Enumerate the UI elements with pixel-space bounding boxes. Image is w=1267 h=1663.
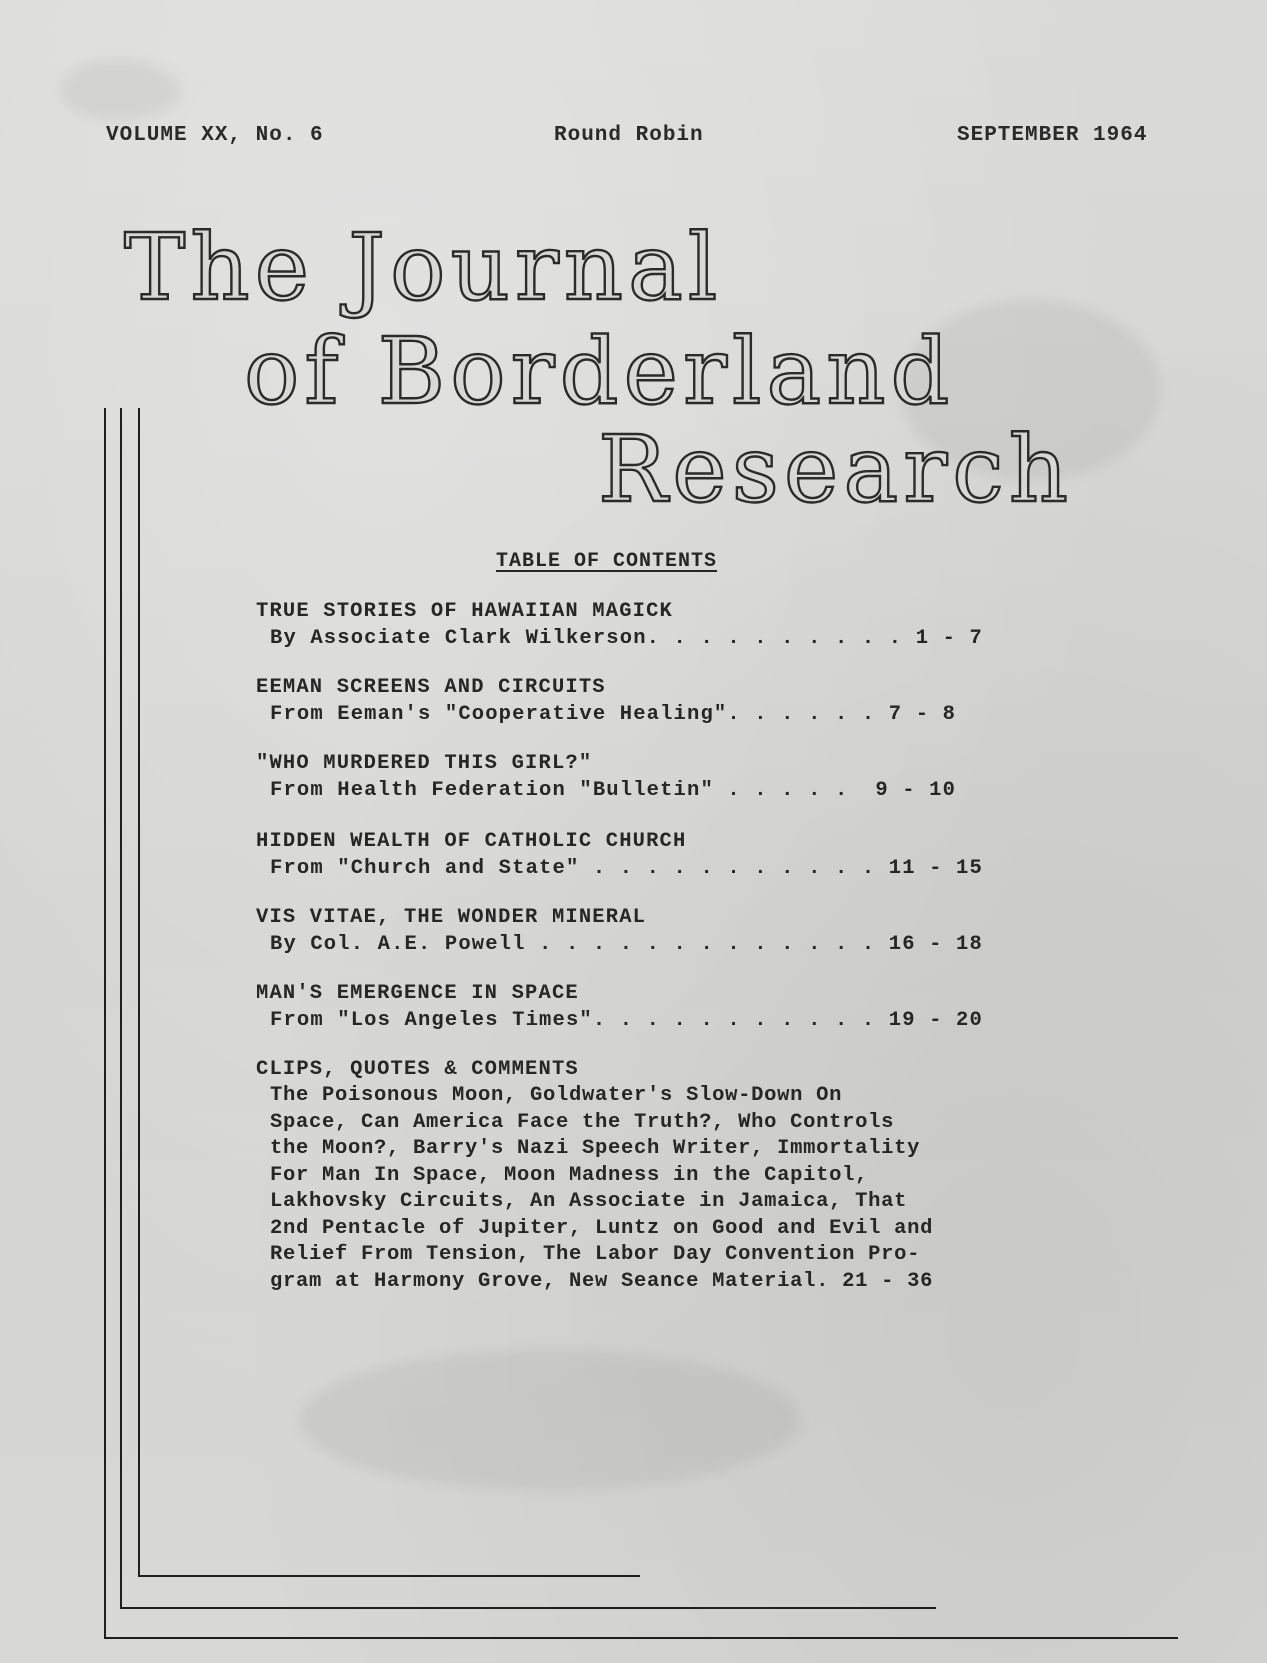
toc-entry-title: TRUE STORIES OF HAWAIIAN MAGICK (256, 600, 674, 623)
toc-entry-title: HIDDEN WEALTH OF CATHOLIC CHURCH (256, 830, 687, 853)
toc-entry-source: By Associate Clark Wilkerson. . . . . . . . . . 1 - 7 (270, 627, 983, 650)
clips-description-line: The Poisonous Moon, Goldwater's Slow-Down On (270, 1084, 843, 1107)
toc-entry-source: From "Church and State" . . . . . . . . . . . 11 - 15 (270, 857, 983, 880)
clips-description-line: the Moon?, Barry's Nazi Speech Writer, Immortality (270, 1137, 921, 1160)
toc-entry-title: VIS VITAE, THE WONDER MINERAL (256, 906, 647, 929)
toc-entry-title: "WHO MURDERED THIS GIRL?" (256, 752, 593, 775)
masthead-line-3: Research (598, 416, 1073, 523)
clips-description-line: Space, Can America Face the Truth?, Who Controls (270, 1110, 895, 1134)
section-label: Round Robin (554, 124, 704, 147)
frame-horizontal-outer (104, 1637, 1178, 1639)
issue-date: SEPTEMBER 1964 (957, 124, 1148, 147)
toc-entry (256, 828, 1056, 882)
toc-entry-title: MAN'S EMERGENCE IN SPACE (256, 982, 579, 1005)
toc-entry (256, 904, 1056, 958)
toc-entry-clips (256, 1056, 1056, 1295)
frame-vertical-middle (120, 408, 122, 1608)
frame-horizontal-middle (120, 1607, 936, 1609)
toc-heading: TABLE OF CONTENTS (496, 550, 718, 573)
toc-entry-source: By Col. A.E. Powell . . . . . . . . . . . . . 16 - 18 (270, 933, 983, 956)
clips-description-line: Lakhovsky Circuits, An Associate in Jamaica, That (270, 1190, 908, 1213)
frame-horizontal-inner (138, 1575, 640, 1577)
clips-description-line: For Man In Space, Moon Madness in the Capitol, (270, 1163, 869, 1187)
paper-smudge (60, 60, 180, 120)
paper-smudge (300, 1350, 800, 1490)
toc-entry (256, 980, 1056, 1034)
masthead-line-1: The Journal (124, 214, 723, 321)
clips-description-line: gram at Harmony Grove, New Seance Material. 21 - 36 (270, 1269, 934, 1293)
clips-description-line: Relief From Tension, The Labor Day Convention Pro- (270, 1243, 921, 1266)
toc-entry (256, 598, 1056, 652)
toc-entry-source: From Health Federation "Bulletin" . . . . . 9 - 10 (270, 779, 957, 802)
frame-vertical-outer (104, 408, 106, 1638)
masthead-line-2: of Borderland (244, 318, 955, 425)
toc-entry-source: From Eeman's "Cooperative Healing". . . . . . 7 - 8 (270, 703, 957, 726)
toc-entry-title: EEMAN SCREENS AND CIRCUITS (256, 676, 606, 699)
toc-entry (256, 750, 1056, 804)
toc-entry-title: CLIPS, QUOTES & COMMENTS (256, 1058, 579, 1081)
toc-entry-source: From "Los Angeles Times". . . . . . . . . . . 19 - 20 (270, 1009, 983, 1032)
clips-description-line: 2nd Pentacle of Jupiter, Luntz on Good and Evil and (270, 1216, 934, 1240)
toc-entry (256, 674, 1056, 728)
volume-number: VOLUME XX, No. 6 (106, 124, 324, 147)
frame-vertical-inner (138, 408, 140, 1576)
